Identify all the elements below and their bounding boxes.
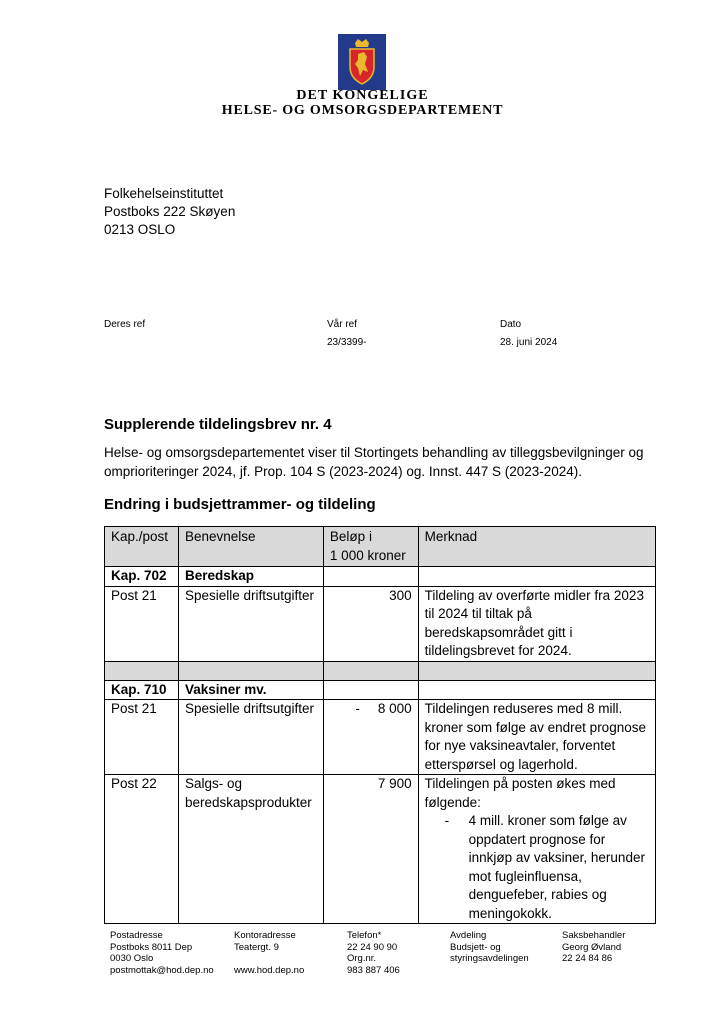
- footer-line: 22 24 84 86: [562, 953, 613, 964]
- recipient-city: 0213 OSLO: [104, 222, 176, 237]
- header-belop-line1: Beløp i: [329, 529, 372, 544]
- post-note: Tildelingen reduseres med 8 mill. kroner som følge av endret prognose for nye vaksineavtaler, forventet etterspørsel og lagerhold.: [418, 700, 655, 775]
- post-amount: [323, 700, 418, 775]
- footer-line: styringsavdelingen: [450, 953, 529, 964]
- kap-710-name: Vaksiner mv.: [178, 680, 323, 700]
- dato-label: Dato: [500, 319, 522, 330]
- amount-value: 8 000: [377, 701, 412, 716]
- footer-line: Org.nr.: [347, 953, 377, 964]
- footer-email: postmottak@hod.dep.no: [110, 964, 214, 976]
- footer-label: Saksbehandler: [562, 930, 626, 941]
- header-belop: [323, 527, 418, 567]
- table-row-kap-702: [105, 567, 656, 587]
- recipient-street: Postboks 222 Skøyen: [104, 204, 236, 219]
- footer-avdeling: [450, 930, 529, 965]
- footer-label: Kontoradresse: [234, 930, 296, 941]
- department-name-line2: HELSE- OG OMSORGSDEPARTEMENT: [221, 103, 504, 118]
- post-note: [418, 775, 655, 924]
- list-item: - 4 mill. kroner som følge av oppdatert prognose for innkjøp av vaksiner, herunder mot fugleinfluensa, denguefeber, rabies og meningokokk.: [445, 812, 649, 923]
- table-spacer-row: [105, 661, 656, 680]
- table-row-702-post-21: [105, 586, 656, 661]
- footer-telefon: [347, 930, 400, 976]
- post-name: Spesielle driftsutgifter: [178, 586, 323, 661]
- department-name-line1: DET KONGELIGE: [296, 88, 429, 103]
- table-row-710-post-22: [105, 775, 656, 924]
- post-name: Salgs- og beredskapsprodukter: [178, 775, 323, 924]
- dato-value: 28. juni 2024: [500, 337, 558, 348]
- table-row-710-post-21: [105, 700, 656, 775]
- footer-line: 983 887 406: [347, 964, 400, 976]
- section-heading: Endring i budsjettrammer- og tildeling: [104, 496, 376, 513]
- footer-label: Avdeling: [450, 930, 487, 941]
- footer-line: 22 24 90 90: [347, 941, 398, 953]
- header-merknad: Merknad: [418, 527, 655, 567]
- note-bullet-list: [425, 812, 649, 923]
- footer-label: Telefon*: [347, 930, 382, 941]
- budget-table: [104, 526, 656, 924]
- footer-postadresse: [110, 930, 214, 976]
- footer-line: Budsjett- og: [450, 941, 501, 953]
- footer-line: 0030 Oslo: [110, 953, 154, 964]
- footer-line: Teatergt. 9: [234, 941, 279, 953]
- kap-710-number: Kap. 710: [105, 680, 179, 700]
- var-ref-value: 23/3399-: [327, 337, 367, 348]
- post-name: Spesielle driftsutgifter: [178, 700, 323, 775]
- post-label: Post 22: [105, 775, 179, 924]
- table-header-row: [105, 527, 656, 567]
- post-note: Tildeling av overførte midler fra 2023 til 2024 til tiltak på beredskapsområdet gitt i tildelingsbrevet for 2024.: [418, 586, 655, 661]
- header-benevnelse: Benevnelse: [178, 527, 323, 567]
- footer-kontoradresse: [234, 930, 304, 976]
- footer-saksbehandler: [562, 930, 625, 965]
- footer-line: Georg Øvland: [562, 941, 622, 953]
- header-belop-line2: 1 000 kroner: [329, 547, 406, 563]
- post-label: Post 21: [105, 700, 179, 775]
- footer-website: www.hod.dep.no: [234, 964, 305, 976]
- minus-sign: -: [355, 701, 360, 716]
- var-ref-label: Vår ref: [327, 319, 358, 330]
- intro-paragraph: Helse- og omsorgsdepartementet viser til Stortingets behandling av tilleggsbevilgninger og omprioriteringer 2024, jf. Prop. 104 S (2023-2024) og. Innst. 447 S (2023-2024).: [104, 445, 644, 479]
- kap-702-name: Beredskap: [178, 567, 323, 587]
- kap-702-number: Kap. 702: [105, 567, 179, 587]
- letter-title: Supplerende tildelingsbrev nr. 4: [104, 416, 332, 433]
- table-row-kap-710: [105, 680, 656, 700]
- post-note-text: Tildelingen på posten økes med følgende:: [424, 776, 616, 810]
- recipient-address: [104, 185, 235, 239]
- footer-line: Postboks 8011 Dep: [110, 941, 193, 953]
- post-amount: 300: [323, 586, 418, 661]
- footer-label: Postadresse: [110, 930, 163, 941]
- post-amount: 7 900: [323, 775, 418, 924]
- recipient-name: Folkehelseinstituttet: [104, 186, 224, 201]
- coat-of-arms-logo: [338, 34, 386, 90]
- post-label: Post 21: [105, 586, 179, 661]
- deres-ref-label: Deres ref: [104, 319, 146, 330]
- header-kap-post: Kap./post: [105, 527, 179, 567]
